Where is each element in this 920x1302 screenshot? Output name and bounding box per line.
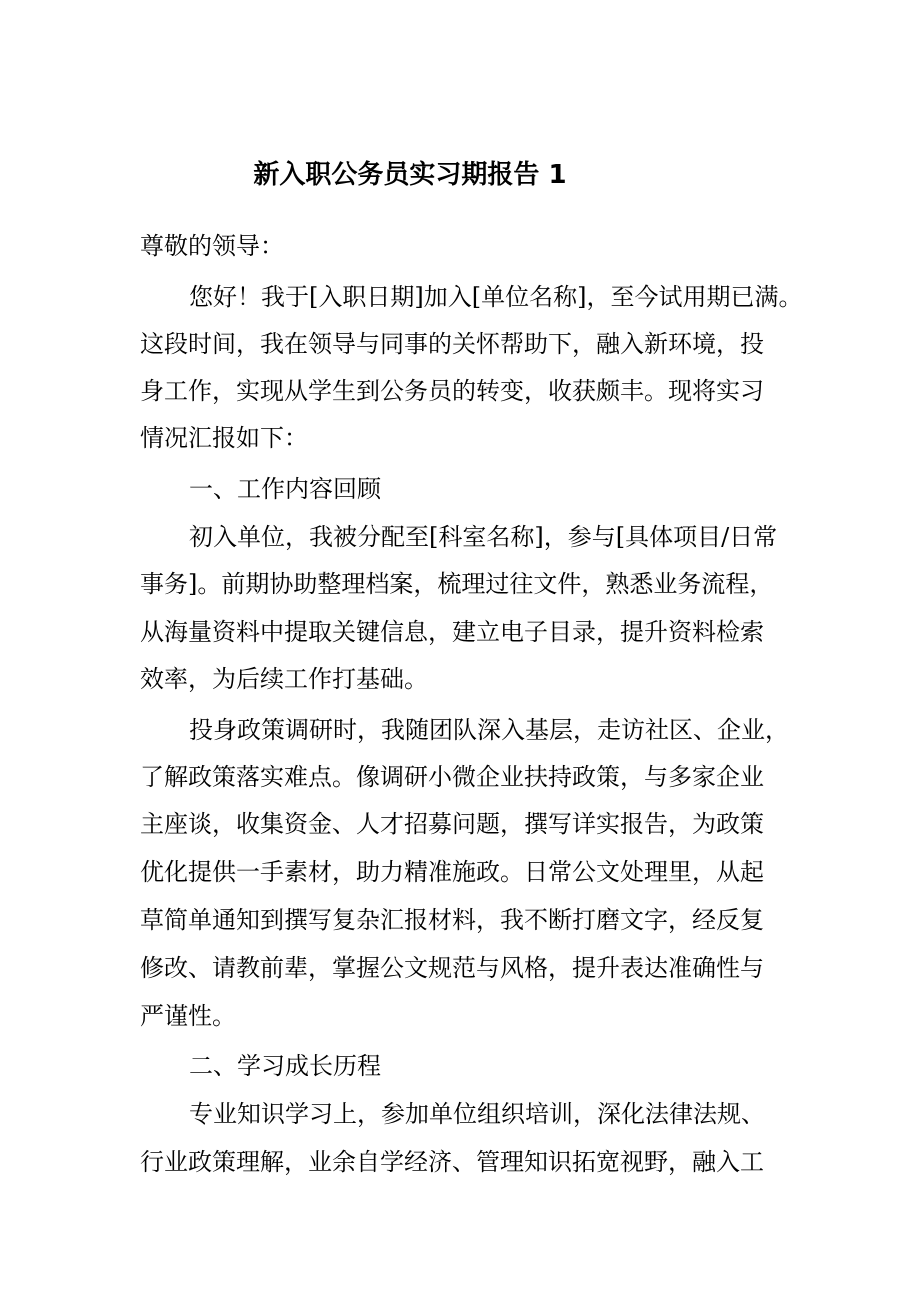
paragraph-line: 身工作，实现从学生到公务员的转变，收获颇丰。现将实习 [140,377,764,405]
paragraph-line: 事务]。前期协助整理档案，梳理过往文件，熟悉业务流程， [140,570,774,598]
paragraph-line: 草简单通知到撰写复杂汇报材料，我不断打磨文字，经反复 [140,906,764,934]
paragraph-line: 这段时间，我在领导与同事的关怀帮助下，融入新环境，投 [140,330,764,358]
paragraph-line: 行业政策理解，业余自学经济、管理知识拓宽视野，融入工 [140,1148,764,1176]
section-heading: 二、学习成长历程 [189,1052,381,1080]
paragraph-line: 投身政策调研时，我随团队深入基层，走访社区、企业， [189,716,789,744]
paragraph-line: 严谨性。 [140,1002,236,1030]
paragraph-line: 效率，为后续工作打基础。 [140,665,428,693]
page-title: 新入职公务员实习期报告 1 [253,160,567,190]
paragraph-line: 专业知识学习上，参加单位组织培训，深化法律法规、 [189,1100,765,1128]
paragraph-line: 修改、请教前辈，掌握公文规范与风格，提升表达准确性与 [140,954,764,982]
paragraph-line: 优化提供一手素材，助力精准施政。日常公文处理里，从起 [140,858,764,886]
salutation: 尊敬的领导： [140,232,284,260]
paragraph-line: 从海量资料中提取关键信息，建立电子目录，提升资料检索 [140,618,764,646]
section-heading: 一、工作内容回顾 [189,475,381,503]
paragraph-line: 主座谈，收集资金、人才招募问题，撰写详实报告，为政策 [140,810,764,838]
paragraph-line: 您好！我于[入职日期]加入[单位名称]，至今试用期已满。 [189,283,803,311]
paragraph-line: 了解政策落实难点。像调研小微企业扶持政策，与多家企业 [140,763,764,791]
paragraph-line: 情况汇报如下： [140,424,308,452]
paragraph-line: 初入单位，我被分配至[科室名称]，参与[具体项目/日常 [189,523,778,551]
